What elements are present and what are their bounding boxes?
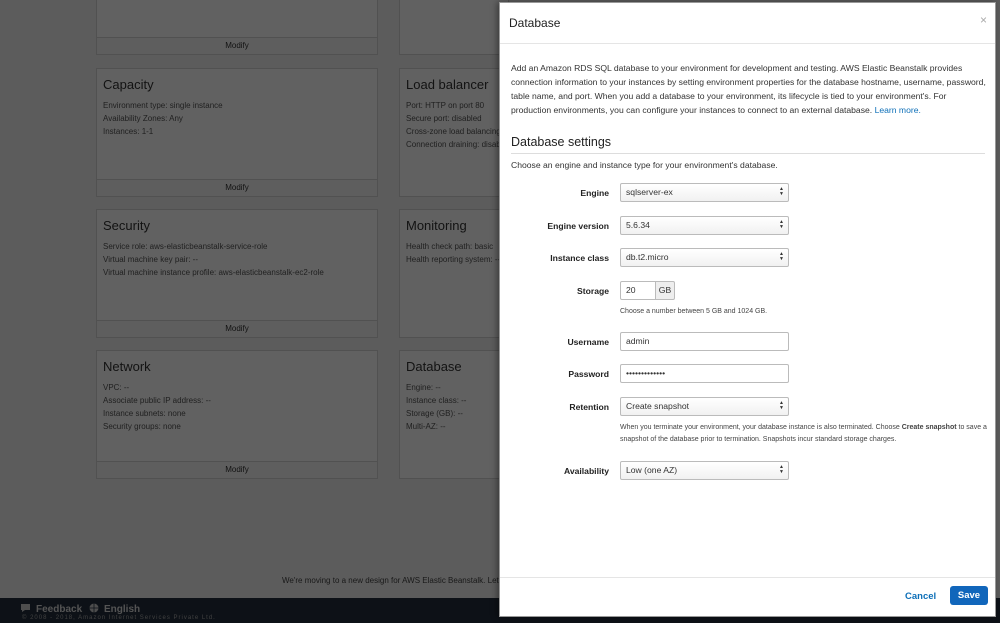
password-input[interactable]: ••••••••••••• bbox=[620, 364, 789, 383]
section-description: Choose an engine and instance type for your environment's database. bbox=[511, 160, 778, 170]
database-modal bbox=[499, 2, 996, 617]
storage-help-text: Choose a number between 5 GB and 1024 GB. bbox=[620, 308, 768, 315]
username-label: Username bbox=[567, 337, 609, 347]
select-arrows-icon: ▲ ▼ bbox=[779, 464, 784, 475]
close-icon[interactable]: × bbox=[979, 13, 987, 27]
retention-select[interactable] bbox=[620, 397, 789, 416]
retention-help-part2: to save a snapshot of the database prior to termination. Snapshots incur standard storage charges. bbox=[620, 424, 987, 443]
engine-version-label: Engine version bbox=[547, 221, 609, 231]
select-arrows-icon: ▲ ▼ bbox=[779, 186, 784, 197]
learn-more-link[interactable]: Learn more. bbox=[874, 105, 921, 115]
select-arrows-icon: ▲ ▼ bbox=[779, 219, 784, 230]
engine-version-value: 5.6.34 bbox=[626, 220, 650, 230]
select-arrows-icon: ▲ ▼ bbox=[779, 251, 784, 262]
modal-footer bbox=[500, 577, 995, 616]
section-divider bbox=[511, 153, 985, 154]
cancel-button[interactable]: Cancel bbox=[905, 591, 937, 602]
retention-help-text bbox=[620, 422, 988, 446]
instance-class-label: Instance class bbox=[550, 253, 609, 263]
availability-label: Availability bbox=[563, 466, 609, 476]
engine-value: sqlserver-ex bbox=[626, 187, 673, 197]
engine-select[interactable] bbox=[620, 183, 789, 202]
storage-label: Storage bbox=[577, 286, 609, 296]
retention-label: Retention bbox=[569, 402, 609, 412]
modal-title: Database bbox=[509, 16, 561, 30]
storage-unit-addon: GB bbox=[655, 281, 675, 300]
availability-value: Low (one AZ) bbox=[626, 465, 678, 475]
retention-help-emphasis: Create snapshot bbox=[901, 424, 957, 431]
retention-value: Create snapshot bbox=[626, 401, 690, 411]
storage-input[interactable]: 20 bbox=[620, 281, 656, 300]
username-input[interactable]: admin bbox=[620, 332, 789, 351]
section-title: Database settings bbox=[511, 135, 612, 149]
availability-select[interactable] bbox=[620, 461, 789, 480]
engine-version-select[interactable] bbox=[620, 216, 789, 235]
modal-header bbox=[500, 3, 995, 44]
select-arrows-icon: ▲ ▼ bbox=[779, 400, 784, 411]
instance-class-select[interactable] bbox=[620, 248, 789, 267]
engine-label: Engine bbox=[580, 188, 609, 198]
retention-help-part1: When you terminate your environment, your database instance is also terminated. Choose bbox=[620, 424, 902, 431]
password-label: Password bbox=[568, 369, 609, 379]
intro-paragraph: Add an Amazon RDS SQL database to your environment for development and testing. AWS Elastic Beanstalk provides connection information to your instances by setting environment properties for the database hostname, username, password, table name, and port. When you add a database to your environment, its lifecycle is tied to your environment's. For production environments, you can configure your instances to connect to an external database. bbox=[511, 63, 986, 115]
instance-class-value: db.t2.micro bbox=[626, 252, 669, 262]
save-button[interactable]: Save bbox=[950, 586, 988, 605]
intro-text bbox=[511, 61, 986, 117]
